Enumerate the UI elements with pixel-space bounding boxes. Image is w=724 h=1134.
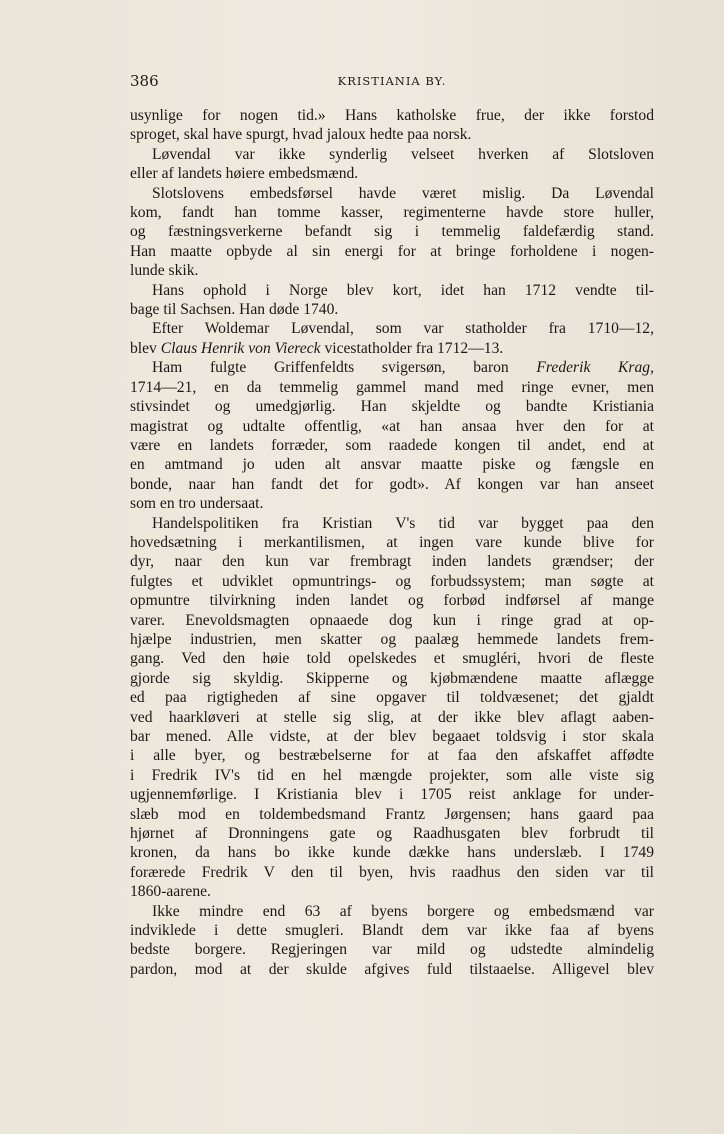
- text-line: lunde skik.: [130, 262, 199, 280]
- text-line: ved haarkløveri at stelle sig slig, at der ikke blev aflagt aaben-: [130, 708, 654, 726]
- text-line: eller af landets høiere embedsmænd.: [130, 165, 359, 183]
- text-line: hovedsætning i merkantilismen, at ingen vare kunde blive for: [130, 533, 654, 551]
- text-line: kronen, da hans bo ikke kunde dække hans underslæb. I 1749: [130, 844, 654, 862]
- text-line: ugjennemførlige. I Kristiania blev i 1705 reist anklage for under-: [130, 786, 654, 804]
- text-line: usynlige for nogen tid.» Hans katholske frue, der ikke forstod: [130, 107, 654, 124]
- text-line: Han maatte opbyde al sin energi for at bringe forholdene i nogen-: [130, 242, 654, 260]
- text-line: 1860-aarene.: [130, 883, 211, 901]
- text-line: Efter Woldemar Løvendal, som var statholder fra 1710—12,: [152, 320, 654, 338]
- text-line: indviklede i dette smugleri. Blandt dem var ikke faa af byens: [130, 922, 654, 940]
- text-line: bar mened. Alle vidste, at der blev begaaet toldsvig i stor skala: [130, 728, 654, 745]
- text-line: magistrat og udtalte offentlig, «at han ansaa hver den for at: [130, 417, 654, 435]
- text-line: Ham fulgte Griffenfeldts svigersøn, baron Frederik Krag,: [152, 359, 654, 377]
- text-line: Hans ophold i Norge blev kort, idet han 1712 vendte til-: [152, 281, 654, 299]
- text-line: i Fredrik IV's tid en hel mængde projekter, som alle viste sig: [130, 766, 654, 784]
- text-line: slæb mod en toldembedsmand Frantz Jørgensen; hans gaard paa: [130, 805, 654, 823]
- text-line: kom, fandt han tomme kasser, regimenterne havde store huller,: [130, 204, 654, 222]
- text-line: som en tro undersaat.: [130, 495, 264, 513]
- text-line: i alle byer, og bestræbelserne for at faa den afskaffet affødte: [130, 747, 654, 765]
- text-line: hjørnet af Dronningens gate og Raadhusgaten blev forbrudt til: [130, 825, 654, 843]
- text-line: bedste borgere. Regjeringen var mild og udstedte almindelig: [130, 941, 654, 959]
- page-number: 386: [130, 72, 159, 90]
- text-line: sproget, skal have spurgt, hvad jaloux hedte paa norsk.: [130, 126, 472, 144]
- text-line: stivsindet og umedgjørlig. Han skjeldte og bandte Kristiania: [130, 398, 654, 416]
- text-line: være en landets forræder, som raadede kongen til andet, end at: [130, 436, 654, 454]
- text-line: opmuntre tilvirkning inden landet og forbød indførsel af mange: [130, 592, 654, 610]
- text-line: Slotslovens embedsførsel havde været mislig. Da Løvendal: [152, 184, 654, 202]
- text-line: en amtmand jo uden alt ansvar maatte piske og fængsle en: [130, 456, 654, 474]
- text-line: gjorde sig skyldig. Skipperne og kjøbmændene maatte aflægge: [130, 669, 654, 687]
- text-line: fulgtes et udviklet opmuntrings- og forbudssystem; man søgte at: [130, 572, 654, 590]
- text-line: bage til Sachsen. Han døde 1740.: [130, 301, 339, 319]
- text-line: bonde, naar han fandt det for godt». Af kongen var han anseet: [130, 475, 654, 493]
- text-line: og fæstningsverkerne befandt sig i temmelig faldefærdig stand.: [130, 223, 654, 241]
- text-line: Handelspolitiken fra Kristian V's tid var bygget paa den: [152, 514, 654, 532]
- running-title: KRISTIANIA BY.: [337, 74, 447, 88]
- text-line: gang. Ved den høie told opelskedes et smugléri, hvori de fleste: [130, 650, 654, 668]
- text-line: hjælpe industrien, men skatter og paalæg hemmede landets frem-: [130, 630, 654, 648]
- text-line: pardon, mod at der skulde afgives fuld tilstaaelse. Alligevel blev: [130, 960, 654, 978]
- text-line: Løvendal var ikke synderlig velseet hverken af Slotsloven: [152, 145, 654, 163]
- text-line: Ikke mindre end 63 af byens borgere og embedsmænd var: [152, 902, 654, 920]
- text-line: forærede Fredrik V den til byen, hvis raadhus den siden var til: [130, 863, 654, 881]
- text-line: ed paa rigtigheden af sine opgaver til toldvæsenet; det gjaldt: [130, 689, 654, 707]
- text-line: 1714—21, en da temmelig gammel mand med ringe evner, men: [130, 378, 654, 396]
- text-line: blev Claus Henrik von Viereck vicestatholder fra 1712—13.: [130, 339, 504, 357]
- page-header: [130, 72, 654, 92]
- text-line: dyr, naar den kun var frembragt inden landets grændser; der: [130, 553, 654, 571]
- text-line: varer. Enevoldsmagten opnaaede dog kun i ringe grad at op-: [130, 611, 654, 629]
- body-text: [130, 106, 654, 979]
